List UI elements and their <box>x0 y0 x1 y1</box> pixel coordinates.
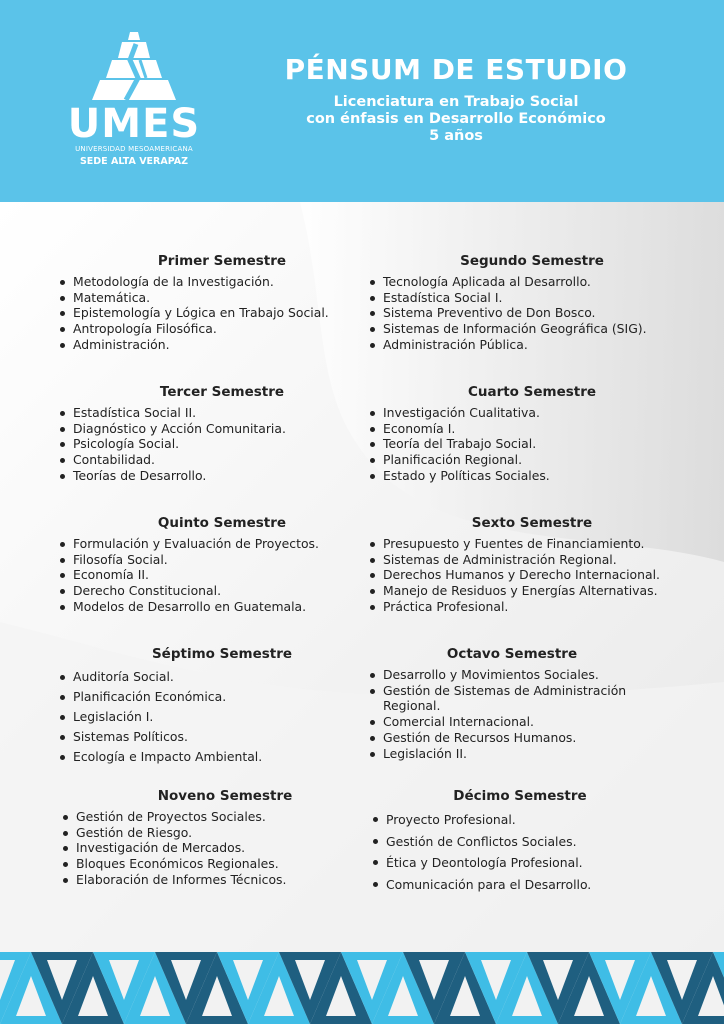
logo-wordmark: UMES <box>67 101 201 147</box>
course-item: Auditoría Social. <box>57 667 387 687</box>
course-item: Comunicación para el Desarrollo. <box>370 874 670 896</box>
semester-title: Segundo Semestre <box>460 253 604 269</box>
course-item: Proyecto Profesional. <box>370 809 670 831</box>
course-item: Estado y Políticas Sociales. <box>367 468 697 484</box>
course-item: Psicología Social. <box>57 436 387 452</box>
semester-title: Décimo Semestre <box>453 788 587 804</box>
semester-block-1 <box>57 252 387 353</box>
course-list <box>57 274 387 353</box>
course-item: Teoría del Trabajo Social. <box>367 436 697 452</box>
course-list <box>367 405 697 484</box>
course-item: Estadística Social I. <box>367 290 697 306</box>
semester-block-7 <box>57 645 387 767</box>
footer-triangle-pattern <box>0 952 724 1024</box>
semester-block-5 <box>57 514 387 615</box>
course-item: Legislación I. <box>57 707 387 727</box>
course-list <box>57 667 387 767</box>
course-item: Matemática. <box>57 290 387 306</box>
course-item: Investigación de Mercados. <box>60 840 390 856</box>
semester-title: Quinto Semestre <box>157 515 287 531</box>
semester-title: Octavo Semestre <box>446 646 578 662</box>
semester-title: Cuarto Semestre <box>467 384 597 400</box>
course-item: Administración. <box>57 337 387 353</box>
semester-title: Primer Semestre <box>157 253 287 269</box>
course-item: Gestión de Proyectos Sociales. <box>60 809 390 825</box>
semester-title: Sexto Semestre <box>471 515 593 531</box>
course-item: Ética y Deontología Profesional. <box>370 852 670 874</box>
semester-block-10 <box>370 787 670 895</box>
course-item: Sistemas de Administración Regional. <box>367 552 697 568</box>
course-item: Gestión de Riesgo. <box>60 825 390 841</box>
course-list <box>370 809 670 895</box>
course-item: Gestión de Recursos Humanos. <box>367 730 657 746</box>
course-item: Modelos de Desarrollo en Guatemala. <box>57 599 387 615</box>
course-item: Epistemología y Lógica en Trabajo Social. <box>57 305 387 321</box>
course-list <box>60 809 390 888</box>
course-item: Bloques Económicos Regionales. <box>60 856 390 872</box>
course-item: Ecología e Impacto Ambiental. <box>57 747 387 767</box>
subtitle-line: Licenciatura en Trabajo Social <box>333 94 579 110</box>
course-list <box>57 536 387 615</box>
course-item: Presupuesto y Fuentes de Financiamiento. <box>367 536 697 552</box>
course-item: Desarrollo y Movimientos Sociales. <box>367 667 657 683</box>
course-item: Sistemas de Información Geográfica (SIG). <box>367 321 697 337</box>
course-item: Administración Pública. <box>367 337 697 353</box>
page-subtitle <box>270 94 642 145</box>
course-list <box>57 405 387 484</box>
umes-logo <box>66 30 202 170</box>
semester-title: Séptimo Semestre <box>151 646 293 662</box>
course-list <box>367 667 657 761</box>
course-item: Planificación Regional. <box>367 452 697 468</box>
course-item: Tecnología Aplicada al Desarrollo. <box>367 274 697 290</box>
course-item: Contabilidad. <box>57 452 387 468</box>
course-item: Economía II. <box>57 567 387 583</box>
course-item: Formulación y Evaluación de Proyectos. <box>57 536 387 552</box>
semester-block-6 <box>367 514 697 615</box>
semester-block-2 <box>367 252 697 353</box>
course-item: Filosofía Social. <box>57 552 387 568</box>
tower-icon <box>92 30 176 102</box>
course-item: Comercial Internacional. <box>367 714 657 730</box>
course-list <box>367 536 697 615</box>
course-item: Sistema Preventivo de Don Bosco. <box>367 305 697 321</box>
logo-university-name: UNIVERSIDAD MESOAMERICANA <box>75 145 193 153</box>
course-item: Derecho Constitucional. <box>57 583 387 599</box>
page-title: PÉNSUM DE ESTUDIO <box>284 53 628 86</box>
course-item: Economía I. <box>367 421 697 437</box>
logo-campus-name: SEDE ALTA VERAPAZ <box>79 156 189 167</box>
course-item: Estadística Social II. <box>57 405 387 421</box>
course-item: Gestión de Sistemas de Administración Regional. <box>367 683 657 714</box>
course-item: Planificación Económica. <box>57 687 387 707</box>
course-item: Antropología Filosófica. <box>57 321 387 337</box>
semester-title: Noveno Semestre <box>157 788 293 804</box>
course-item: Derechos Humanos y Derecho Internacional. <box>367 567 697 583</box>
course-item: Investigación Cualitativa. <box>367 405 697 421</box>
course-item: Práctica Profesional. <box>367 599 697 615</box>
semester-block-8 <box>367 645 657 761</box>
subtitle-line: 5 años <box>429 128 483 144</box>
course-item: Manejo de Residuos y Energías Alternativas. <box>367 583 697 599</box>
course-item: Gestión de Conflictos Sociales. <box>370 831 670 853</box>
course-item: Elaboración de Informes Técnicos. <box>60 872 390 888</box>
course-list <box>367 274 697 353</box>
course-item: Legislación II. <box>367 746 657 762</box>
semester-title: Tercer Semestre <box>159 384 285 400</box>
course-item: Sistemas Políticos. <box>57 727 387 747</box>
semester-block-9 <box>60 787 390 888</box>
semester-block-4 <box>367 383 697 484</box>
semester-block-3 <box>57 383 387 484</box>
subtitle-line: con énfasis en Desarrollo Económico <box>306 111 606 127</box>
course-item: Metodología de la Investigación. <box>57 274 387 290</box>
course-item: Teorías de Desarrollo. <box>57 468 387 484</box>
course-item: Diagnóstico y Acción Comunitaria. <box>57 421 387 437</box>
